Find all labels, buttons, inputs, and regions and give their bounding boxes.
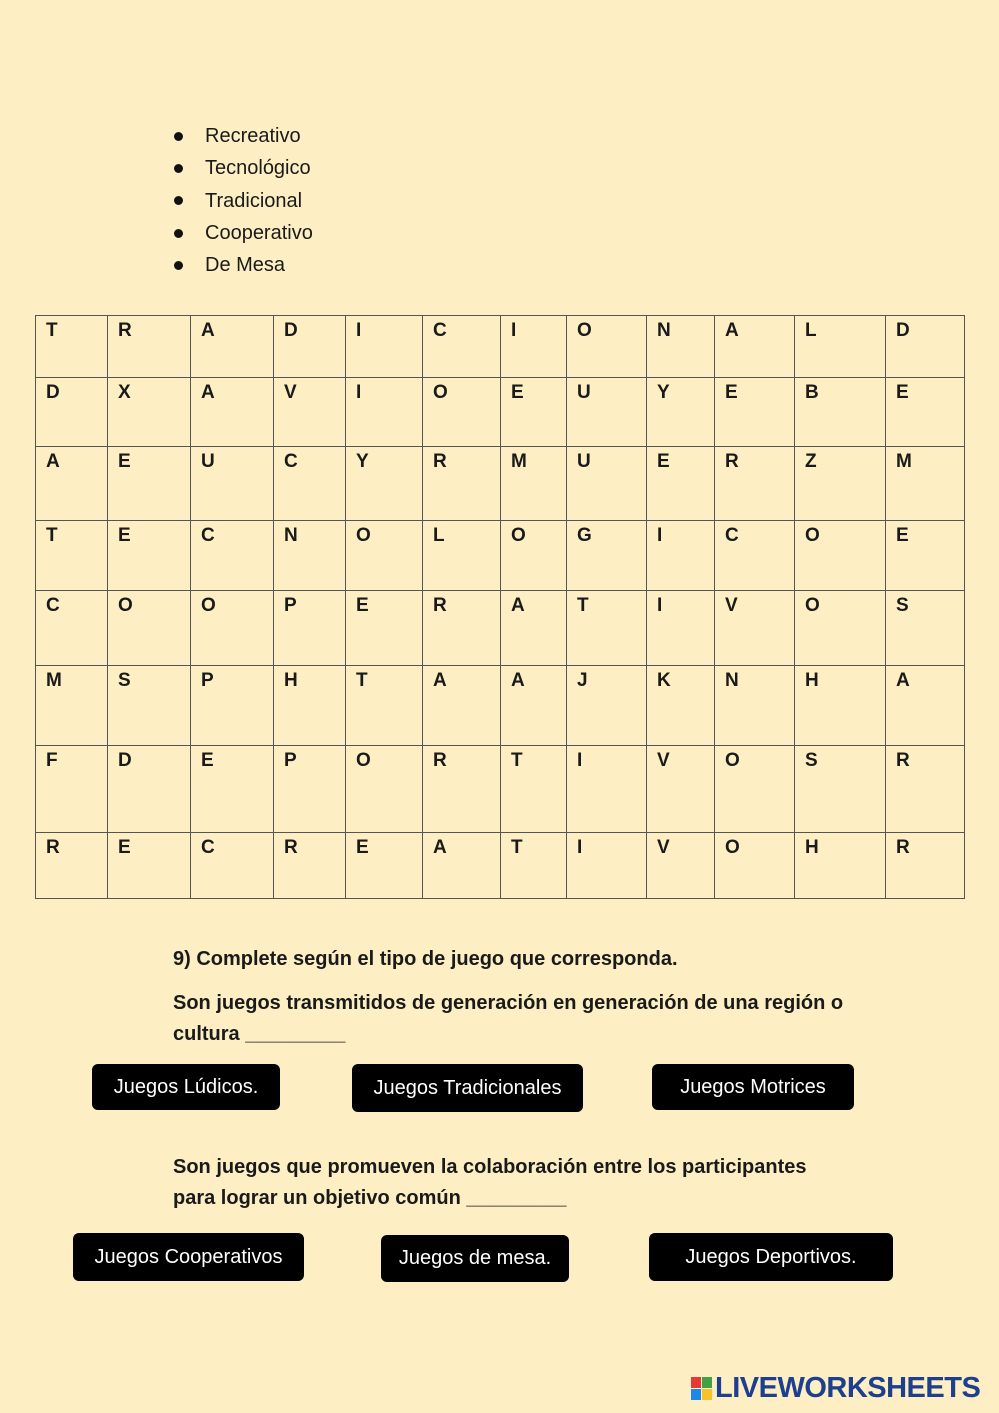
grid-cell[interactable]: T — [501, 833, 567, 899]
word-list-item: De Mesa — [172, 249, 313, 281]
grid-cell[interactable]: I — [647, 521, 715, 591]
grid-cell[interactable]: X — [108, 378, 191, 447]
grid-cell[interactable]: R — [715, 447, 795, 521]
grid-cell[interactable]: C — [715, 521, 795, 591]
grid-row — [36, 591, 965, 666]
grid-cell[interactable]: E — [501, 378, 567, 447]
grid-row — [36, 378, 965, 447]
grid-cell[interactable]: N — [647, 316, 715, 378]
grid-cell[interactable]: V — [647, 746, 715, 833]
grid-cell[interactable]: D — [886, 316, 965, 378]
grid-cell[interactable]: R — [108, 316, 191, 378]
grid-cell[interactable]: D — [108, 746, 191, 833]
grid-cell[interactable]: S — [795, 746, 886, 833]
grid-cell[interactable]: E — [647, 447, 715, 521]
grid-cell[interactable]: L — [795, 316, 886, 378]
grid-cell[interactable]: O — [191, 591, 274, 666]
option-juegos-motrices[interactable]: Juegos Motrices — [652, 1064, 854, 1110]
grid-cell[interactable]: K — [647, 666, 715, 746]
grid-cell[interactable]: R — [886, 833, 965, 899]
grid-cell[interactable]: I — [346, 378, 423, 447]
grid-cell[interactable]: E — [886, 378, 965, 447]
grid-cell[interactable]: R — [423, 746, 501, 833]
grid-cell[interactable]: A — [715, 316, 795, 378]
bullet-icon — [174, 261, 183, 270]
grid-cell[interactable]: T — [36, 521, 108, 591]
word-list-item: Recreativo — [172, 120, 313, 152]
grid-cell[interactable]: O — [795, 591, 886, 666]
question-9-item1-text-line2: cultura _________ — [173, 1023, 346, 1045]
word-list-item: Tradicional — [172, 185, 313, 217]
grid-cell[interactable]: E — [108, 833, 191, 899]
grid-cell[interactable]: C — [36, 591, 108, 666]
grid-cell[interactable]: B — [795, 378, 886, 447]
grid-cell[interactable]: O — [795, 521, 886, 591]
grid-cell[interactable]: O — [108, 591, 191, 666]
grid-cell[interactable]: T — [501, 746, 567, 833]
grid-cell[interactable]: C — [274, 447, 346, 521]
bullet-icon — [174, 196, 183, 205]
grid-cell[interactable]: E — [346, 833, 423, 899]
option-juegos-cooperativos[interactable]: Juegos Cooperativos — [73, 1233, 304, 1281]
word-search-grid — [35, 315, 965, 899]
grid-cell[interactable]: I — [346, 316, 423, 378]
grid-cell[interactable]: V — [715, 591, 795, 666]
grid-cell[interactable]: O — [501, 521, 567, 591]
option-juegos-de-mesa[interactable]: Juegos de mesa. — [381, 1235, 569, 1282]
grid-cell[interactable]: U — [567, 378, 647, 447]
option-juegos-tradicionales[interactable]: Juegos Tradicionales — [352, 1064, 583, 1112]
grid-cell[interactable]: A — [501, 591, 567, 666]
grid-cell[interactable]: P — [274, 591, 346, 666]
logo-square — [702, 1389, 712, 1400]
grid-cell[interactable]: C — [423, 316, 501, 378]
grid-cell[interactable]: D — [274, 316, 346, 378]
grid-cell[interactable]: I — [567, 833, 647, 899]
grid-cell[interactable]: O — [346, 746, 423, 833]
grid-cell[interactable]: E — [886, 521, 965, 591]
grid-cell[interactable]: R — [274, 833, 346, 899]
grid-cell[interactable]: A — [501, 666, 567, 746]
grid-cell[interactable]: U — [191, 447, 274, 521]
grid-cell[interactable]: H — [274, 666, 346, 746]
grid-cell[interactable]: R — [423, 447, 501, 521]
grid-cell[interactable]: O — [346, 521, 423, 591]
logo-text: LIVEWORKSHEETS — [715, 1372, 981, 1404]
word-list-item: Cooperativo — [172, 217, 313, 249]
grid-cell[interactable]: Z — [795, 447, 886, 521]
grid-cell[interactable]: E — [346, 591, 423, 666]
grid-cell[interactable]: M — [501, 447, 567, 521]
grid-row — [36, 833, 965, 899]
question-9-title: 9) Complete según el tipo de juego que corresponda. — [173, 948, 678, 970]
grid-cell[interactable]: A — [191, 316, 274, 378]
grid-cell[interactable]: T — [36, 316, 108, 378]
grid-cell[interactable]: T — [346, 666, 423, 746]
grid-cell[interactable]: A — [191, 378, 274, 447]
grid-cell[interactable]: S — [886, 591, 965, 666]
grid-row — [36, 447, 965, 521]
word-list — [172, 120, 313, 281]
grid-cell[interactable]: N — [715, 666, 795, 746]
logo-mark-icon — [691, 1377, 712, 1400]
bullet-icon — [174, 229, 183, 238]
grid-cell[interactable]: A — [36, 447, 108, 521]
grid-cell[interactable]: R — [36, 833, 108, 899]
logo-square — [702, 1377, 712, 1388]
grid-cell[interactable]: C — [191, 521, 274, 591]
logo-square — [691, 1389, 701, 1400]
question-9-item2-text-line1: Son juegos que promueven la colaboración entre los participantes — [173, 1156, 807, 1178]
grid-cell[interactable]: U — [567, 447, 647, 521]
grid-cell[interactable]: I — [567, 746, 647, 833]
grid-cell[interactable]: R — [886, 746, 965, 833]
grid-row — [36, 666, 965, 746]
grid-cell[interactable]: Y — [346, 447, 423, 521]
grid-cell[interactable]: E — [191, 746, 274, 833]
grid-cell[interactable]: L — [423, 521, 501, 591]
grid-cell[interactable]: E — [108, 521, 191, 591]
option-juegos-deportivos[interactable]: Juegos Deportivos. — [649, 1233, 893, 1281]
grid-cell[interactable]: T — [567, 591, 647, 666]
grid-cell[interactable]: J — [567, 666, 647, 746]
grid-cell[interactable]: O — [423, 378, 501, 447]
grid-cell[interactable]: O — [715, 746, 795, 833]
grid-cell[interactable]: V — [274, 378, 346, 447]
grid-cell[interactable]: N — [274, 521, 346, 591]
grid-cell[interactable]: E — [108, 447, 191, 521]
grid-cell[interactable]: P — [274, 746, 346, 833]
grid-cell[interactable]: V — [647, 833, 715, 899]
grid-row — [36, 521, 965, 591]
grid-cell[interactable]: G — [567, 521, 647, 591]
grid-cell[interactable]: O — [567, 316, 647, 378]
grid-cell[interactable]: H — [795, 666, 886, 746]
grid-cell[interactable]: A — [886, 666, 965, 746]
grid-cell[interactable]: A — [423, 666, 501, 746]
grid-cell[interactable]: M — [886, 447, 965, 521]
question-9-item2-text-line2: para lograr un objetivo común _________ — [173, 1187, 567, 1209]
grid-cell[interactable]: E — [715, 378, 795, 447]
option-juegos-ludicos[interactable]: Juegos Lúdicos. — [92, 1064, 280, 1110]
grid-cell[interactable]: H — [795, 833, 886, 899]
word-list-item: Tecnológico — [172, 152, 313, 184]
grid-cell[interactable]: P — [191, 666, 274, 746]
grid-cell[interactable]: D — [36, 378, 108, 447]
grid-cell[interactable]: F — [36, 746, 108, 833]
question-9-item1-text-line1: Son juegos transmitidos de generación en generación de una región o — [173, 992, 844, 1014]
bullet-icon — [174, 132, 183, 141]
grid-cell[interactable]: M — [36, 666, 108, 746]
grid-cell[interactable]: I — [501, 316, 567, 378]
liveworksheets-logo — [691, 1372, 980, 1405]
grid-cell[interactable]: I — [647, 591, 715, 666]
grid-row — [36, 316, 965, 378]
logo-square — [691, 1377, 701, 1388]
grid-row — [36, 746, 965, 833]
grid-cell[interactable]: Y — [647, 378, 715, 447]
grid-cell[interactable]: A — [423, 833, 501, 899]
grid-cell[interactable]: C — [191, 833, 274, 899]
grid-cell[interactable]: S — [108, 666, 191, 746]
grid-cell[interactable]: O — [715, 833, 795, 899]
bullet-icon — [174, 164, 183, 173]
grid-cell[interactable]: R — [423, 591, 501, 666]
